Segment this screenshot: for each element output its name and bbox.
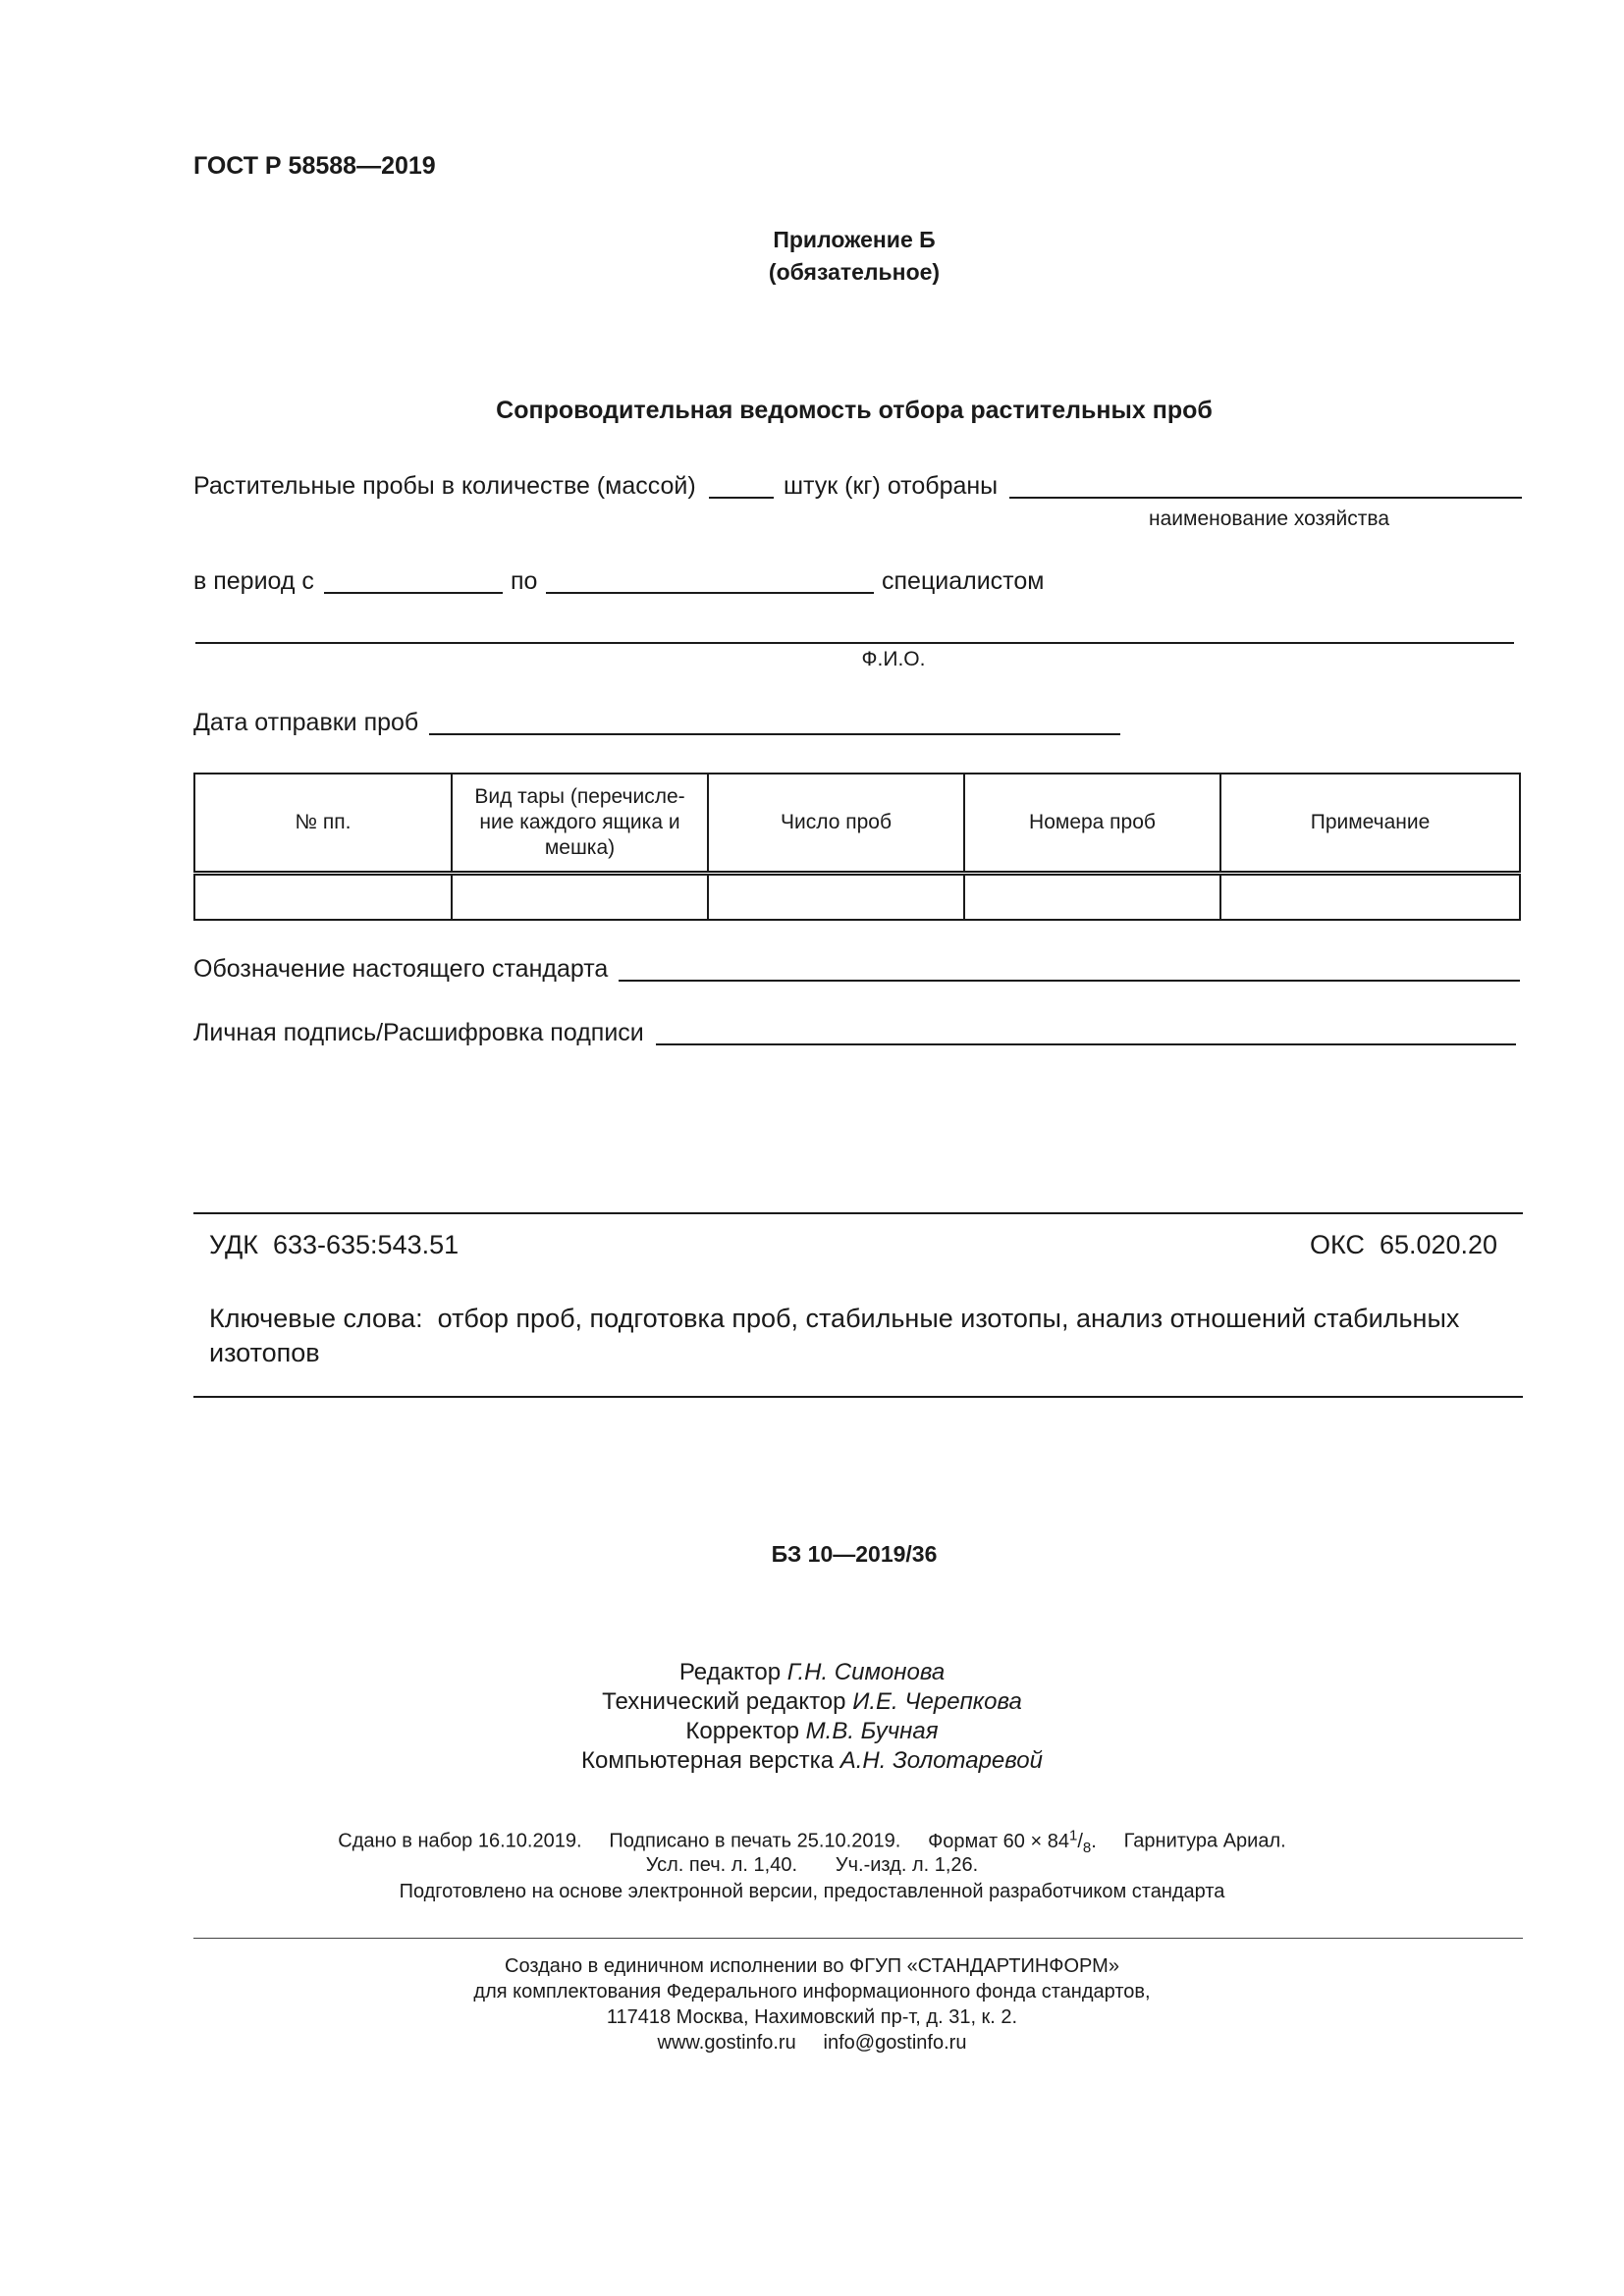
credit-tech-editor	[0, 1687, 1624, 1717]
credit-layout	[0, 1746, 1624, 1776]
format-sep: /	[1077, 1830, 1083, 1852]
credit-proofreader	[0, 1717, 1624, 1746]
standard-designation-blank	[619, 980, 1520, 982]
standard-code: ГОСТ Р 58588—2019	[193, 152, 436, 180]
specialist-name-blank	[195, 642, 1514, 644]
samples-table	[193, 773, 1521, 921]
credit-name: А.Н. Золотаревой	[839, 1747, 1043, 1774]
publisher-line3: 117418 Москва, Нахимовский пр-т, д. 31, к. 2.	[606, 2006, 1018, 2028]
period-to-blank	[546, 592, 874, 594]
quantity-blank	[709, 497, 774, 499]
table-header-sample-numbers: Номера проб	[964, 774, 1220, 874]
dispatch-date-blank	[429, 733, 1120, 735]
table-header-note: Примечание	[1220, 774, 1520, 874]
oks	[1310, 1230, 1497, 1260]
publisher-contacts	[0, 2030, 1624, 2056]
appendix-title: Приложение Б	[773, 227, 936, 252]
form-line2-prefix: в период с	[193, 567, 314, 595]
imprint-print-sheets: Усл. печ. л. 1,40.	[645, 1854, 798, 1876]
imprint-typeface: Гарнитура Ариал.	[1123, 1830, 1286, 1852]
publisher-line2: для комплектования Федерального информационного фонда стандартов,	[473, 1981, 1151, 2002]
udk	[209, 1230, 459, 1260]
udk-value: 633-635:543.51	[272, 1230, 460, 1259]
table-cell	[708, 874, 964, 921]
format-sup: 1	[1068, 1827, 1078, 1843]
credit-name: М.В. Бучная	[805, 1718, 939, 1744]
keywords-label: Ключевые слова:	[209, 1304, 423, 1333]
imprint-line2	[0, 1852, 1624, 1878]
imprint-edition-sheets: Уч.-изд. л. 1,26.	[835, 1854, 979, 1876]
credit-role: Корректор	[685, 1718, 799, 1744]
form-line1-prefix: Растительные пробы в количестве (массой)	[193, 472, 696, 500]
credit-role: Технический редактор	[602, 1688, 846, 1715]
bz-code: БЗ 10—2019/36	[771, 1541, 938, 1567]
credit-editor	[0, 1658, 1624, 1687]
imprint-prepared: Подготовлено на основе электронной версии, предоставленной разработчиком стандарта	[399, 1881, 1225, 1902]
signature-blank	[656, 1043, 1516, 1045]
format-end: .	[1091, 1830, 1097, 1852]
form-line2-mid: по	[511, 567, 538, 595]
divider-bottom	[193, 1396, 1523, 1398]
table-cell	[1220, 874, 1520, 921]
table-header-container: Вид тары (перечисле-ние каждого ящика и мешка)	[452, 774, 708, 874]
dispatch-date-label: Дата отправки проб	[193, 709, 419, 736]
table-header-number: № пп.	[194, 774, 452, 874]
keywords-value: отбор проб, подготовка проб, стабильные изотопы, анализ отношений стабильных изотопов	[209, 1304, 1460, 1367]
oks-value: 65.020.20	[1379, 1230, 1498, 1259]
oks-label: ОКС	[1310, 1230, 1365, 1259]
fio-caption: Ф.И.О.	[861, 648, 926, 670]
table-header-sample-count: Число проб	[708, 774, 964, 874]
period-from-blank	[324, 592, 503, 594]
publisher-email-link[interactable]: info@gostinfo.ru	[823, 2032, 967, 2054]
publisher-site-link[interactable]: www.gostinfo.ru	[657, 2032, 796, 2054]
divider-top	[193, 1212, 1523, 1214]
imprint-format	[928, 1827, 1097, 1856]
format-prefix: Формат 60 × 84	[928, 1830, 1069, 1852]
credit-name: Г.Н. Симонова	[786, 1659, 946, 1685]
publisher-line1: Создано в единичном исполнении во ФГУП «СТАНДАРТИНФОРМ»	[505, 1955, 1119, 1977]
appendix-status: (обязательное)	[768, 259, 941, 285]
format-sub: 8	[1082, 1839, 1092, 1856]
imprint-signed: Подписано в печать 25.10.2019.	[609, 1830, 901, 1852]
appendix-heading: Сопроводительная ведомость отбора растительных проб	[496, 397, 1213, 424]
credit-name: И.Е. Черепкова	[852, 1688, 1022, 1715]
udk-label: УДК	[209, 1230, 258, 1259]
credit-role: Редактор	[678, 1659, 782, 1685]
divider-publisher	[193, 1938, 1523, 1939]
table-cell	[194, 874, 452, 921]
standard-designation-label: Обозначение настоящего стандарта	[193, 955, 609, 983]
table-cell	[964, 874, 1220, 921]
imprint-submitted: Сдано в набор 16.10.2019.	[338, 1830, 582, 1852]
signature-label: Личная подпись/Расшифровка подписи	[193, 1019, 644, 1046]
form-line1-mid: штук (кг) отобраны	[784, 472, 999, 500]
keywords	[209, 1302, 1520, 1370]
farm-name-caption: наименование хозяйства	[1149, 507, 1389, 530]
credit-role: Компьютерная верстка	[581, 1747, 835, 1774]
form-line2-suffix: специалистом	[882, 567, 1045, 595]
table-cell	[452, 874, 708, 921]
farm-name-blank	[1009, 497, 1522, 499]
